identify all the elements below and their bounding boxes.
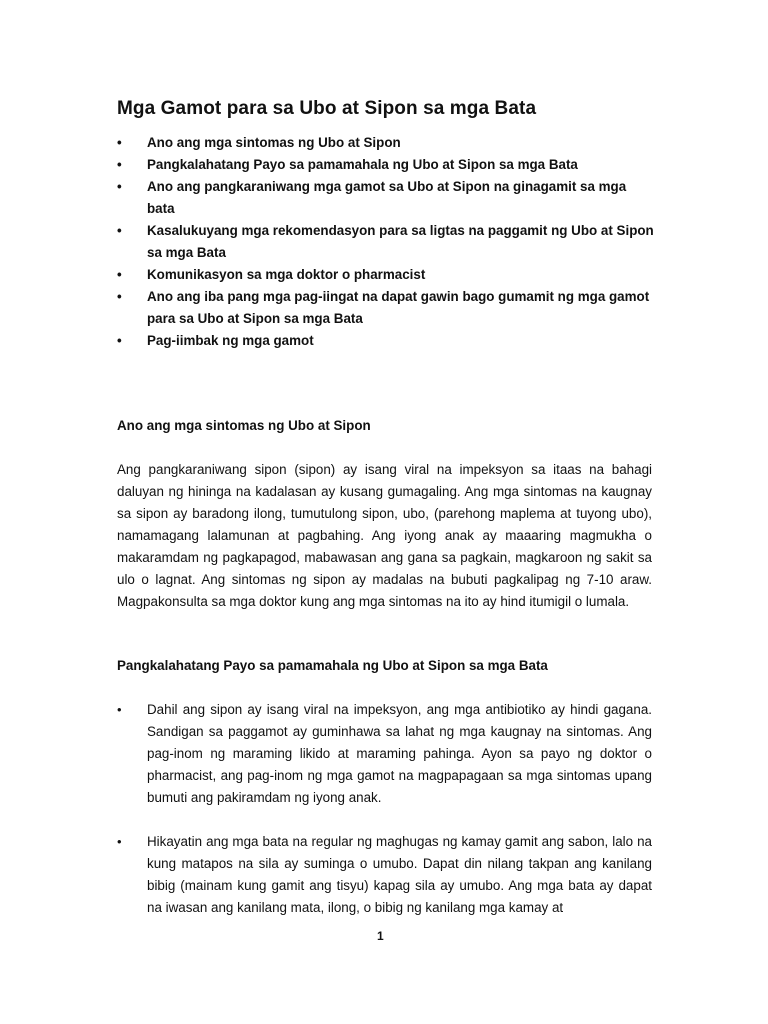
toc-item-label: Kasalukuyang mga rekomendasyon para sa ligtas na paggamit ng Ubo at Sipon sa mga Bata [147,223,654,260]
advice-item [117,699,652,809]
bullet-icon: • [117,289,122,304]
toc-item [117,264,657,286]
toc-item [117,330,657,352]
advice-list [117,699,652,809]
toc-item [117,176,657,220]
table-of-contents [117,132,657,352]
toc-item [117,132,657,154]
toc-item-label: Ano ang iba pang mga pag-iingat na dapat gawin bago gumamit ng mga gamot para sa Ubo at Sipon sa mga Bata [147,289,650,326]
bullet-icon: • [117,135,122,150]
toc-item-label: Pag-iimbak ng mga gamot [147,333,314,348]
symptoms-paragraph: Ang pangkaraniwang sipon (sipon) ay isang viral na impeksyon sa itaas na bahagi daluyan ng hininga na kadalasan ay kusang gumagaling. Ang mga sintomas na kaugnay sa sipon ay baradong ilong, tumutulong sipon, ubo, (parehong maplema at tuyong ubo), namamagang lalamunan at pagbahing. Ang iyong anak ay maaaring magmukha o makaramdam ng pagkapagod, mabawasan ang gana sa pagkain, magkaroon ng sakit sa ulo o lagnat. Ang sintomas ng sipon ay madalas na bubuti pagkalipag ng 7-10 araw. Magpakonsulta sa mga doktor kung ang mga sintomas na ito ay hind itumigil o lumala. [117,462,652,609]
toc-item-label: Pangkalahatang Payo sa pamamahala ng Ubo at Sipon sa mga Bata [147,157,578,172]
toc-item [117,286,657,330]
advice-item-text: Dahil ang sipon ay isang viral na impeksyon, ang mga antibiotiko ay hindi gagana. Sandigan sa paggamot ay guminhawa sa lahat ng mga kaugnay na sintomas. Ang pag-inom ng maraming likido at maraming pahinga. Ayon sa payo ng doktor o pharmacist, ang pag-inom ng mga gamot na magpapagaan sa mga sintomas upang bumuti ang pakiramdam ng iyong anak. [147,702,652,805]
bullet-icon: • [117,834,122,849]
toc-item-label: Komunikasyon sa mga doktor o pharmacist [147,267,426,282]
advice-list [117,831,652,919]
bullet-icon: • [117,157,122,172]
bullet-icon: • [117,223,122,238]
bullet-icon: • [117,179,122,194]
bullet-icon: • [117,333,122,348]
toc-item [117,154,657,176]
bullet-icon: • [117,702,122,717]
section-heading-symptoms: Ano ang mga sintomas ng Ubo at Sipon [117,418,371,433]
toc-item-label: Ano ang pangkaraniwang mga gamot sa Ubo at Sipon na ginagamit sa mga bata [147,179,627,216]
document-title: Mga Gamot para sa Ubo at Sipon sa mga Bata [117,98,537,119]
advice-item [117,831,652,919]
toc-item-label: Ano ang mga sintomas ng Ubo at Sipon [147,135,401,150]
page-number: 1 [377,929,384,943]
toc-item [117,220,657,264]
advice-item-text: Hikayatin ang mga bata na regular ng maghugas ng kamay gamit ang sabon, lalo na kung matapos na sila ay suminga o umubo. Dapat din nilang takpan ang kanilang bibig (mainam kung gamit ang tisyu) kapag sila ay umubo. Ang mga bata ay dapat na iwasan ang kanilang mata, ilong, o bibig ng kanilang mga kamay at [147,834,652,915]
section-heading-general-advice: Pangkalahatang Payo sa pamamahala ng Ubo at Sipon sa mga Bata [117,658,548,673]
bullet-icon: • [117,267,122,282]
